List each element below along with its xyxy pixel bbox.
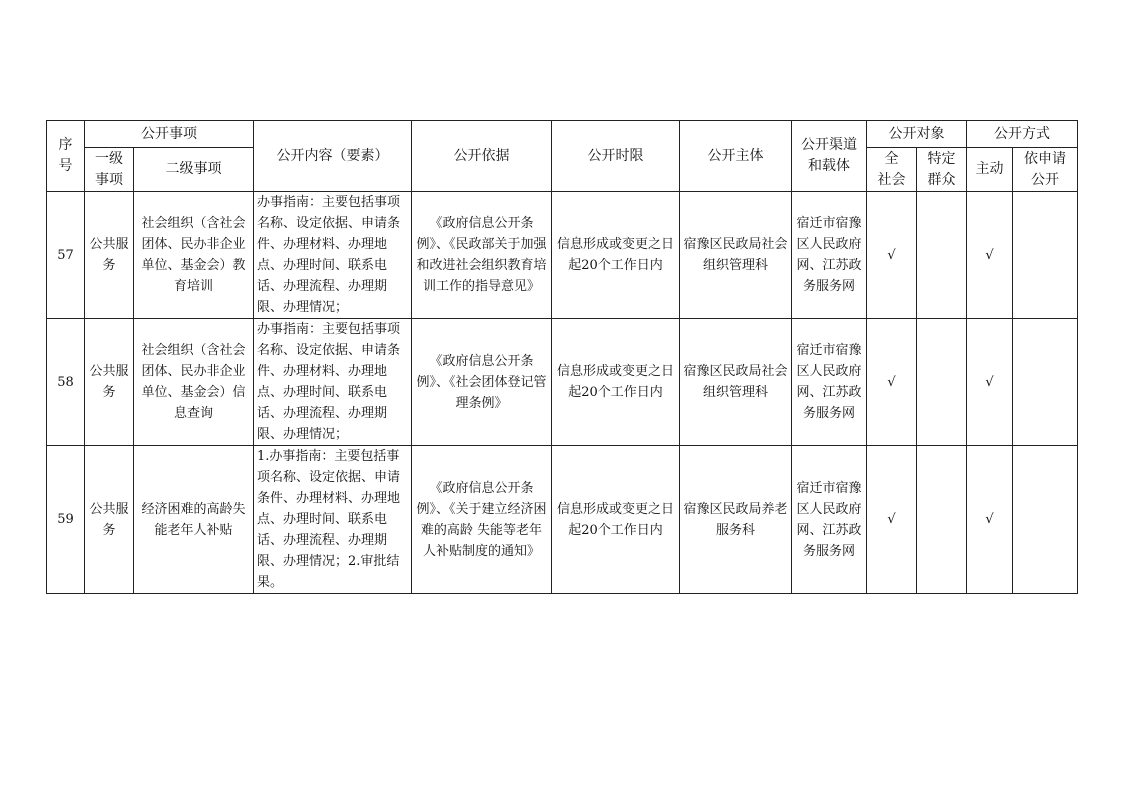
row-method-request-check	[1013, 192, 1078, 319]
row-time-limit: 信息形成或变更之日起20个工作日内	[552, 319, 680, 446]
row-basis: 《政府信息公开条例》、《社会团体登记管理条例》	[412, 319, 552, 446]
table-row	[47, 319, 1078, 446]
header-channel: 公开渠道 和载体	[792, 121, 867, 192]
row-seq: 57	[47, 192, 85, 319]
row-content: 办事指南：主要包括事项名称、设定依据、申请条件、办理材料、办理地点、办理时间、联系电话、办理流程、办理期限、办理情况；	[254, 319, 412, 446]
row-content: 1.办事指南：主要包括事项名称、设定依据、申请条件、办理材料、办理地点、办理时间、联系电话、办理流程、办理期限、办理情况；2.审批结果。	[254, 446, 412, 594]
row-channel: 宿迁市宿豫区人民政府网、江苏政务服务网	[792, 192, 867, 319]
header-method-request: 依申请 公开	[1013, 148, 1078, 192]
row-basis: 《政府信息公开条例》、《民政部关于加强和改进社会组织教育培训工作的指导意见》	[412, 192, 552, 319]
header-content: 公开内容（要素）	[254, 121, 412, 192]
header-subject: 公开主体	[680, 121, 792, 192]
row-seq: 59	[47, 446, 85, 594]
table-row	[47, 446, 1078, 594]
row-time-limit: 信息形成或变更之日起20个工作日内	[552, 192, 680, 319]
row-level2: 社会组织（含社会团体、民办非企业单位、基金会）信息查询	[134, 319, 254, 446]
row-level2: 经济困难的高龄失能老年人补贴	[134, 446, 254, 594]
row-level2: 社会组织（含社会团体、民办非企业单位、基金会）教育培训	[134, 192, 254, 319]
row-channel: 宿迁市宿豫区人民政府网、江苏政务服务网	[792, 446, 867, 594]
header-basis: 公开依据	[412, 121, 552, 192]
row-method-request-check	[1013, 446, 1078, 594]
row-method-active-check: √	[967, 446, 1013, 594]
row-subject: 宿豫区民政局养老服务科	[680, 446, 792, 594]
header-method-active: 主动	[967, 148, 1013, 192]
row-audience-all-check: √	[867, 319, 917, 446]
row-level1: 公共服务	[85, 446, 134, 594]
header-method: 公开方式	[967, 121, 1078, 148]
header-level2: 二级事项	[134, 148, 254, 192]
table-row	[47, 192, 1078, 319]
row-audience-specific-check	[917, 319, 967, 446]
header-seq: 序 号	[47, 121, 85, 192]
header-matter: 公开事项	[85, 121, 254, 148]
header-audience: 公开对象	[867, 121, 967, 148]
row-basis: 《政府信息公开条例》、《关于建立经济困难的高龄 失能等老年人补贴制度的通知》	[412, 446, 552, 594]
row-audience-all-check: √	[867, 446, 917, 594]
row-seq: 58	[47, 319, 85, 446]
row-subject: 宿豫区民政局社会组织管理科	[680, 192, 792, 319]
row-audience-specific-check	[917, 192, 967, 319]
row-level1: 公共服务	[85, 192, 134, 319]
header-level1: 一级 事项	[85, 148, 134, 192]
row-channel: 宿迁市宿豫区人民政府网、江苏政务服务网	[792, 319, 867, 446]
row-level1: 公共服务	[85, 319, 134, 446]
header-audience-specific: 特定 群众	[917, 148, 967, 192]
header-audience-all: 全 社会	[867, 148, 917, 192]
header-time-limit: 公开时限	[552, 121, 680, 192]
disclosure-table	[46, 120, 1078, 594]
row-content: 办事指南：主要包括事项名称、设定依据、申请条件、办理材料、办理地点、办理时间、联系电话、办理流程、办理期限、办理情况；	[254, 192, 412, 319]
row-method-active-check: √	[967, 319, 1013, 446]
row-method-request-check	[1013, 319, 1078, 446]
row-audience-specific-check	[917, 446, 967, 594]
row-subject: 宿豫区民政局社会组织管理科	[680, 319, 792, 446]
row-time-limit: 信息形成或变更之日起20个工作日内	[552, 446, 680, 594]
row-audience-all-check: √	[867, 192, 917, 319]
row-method-active-check: √	[967, 192, 1013, 319]
